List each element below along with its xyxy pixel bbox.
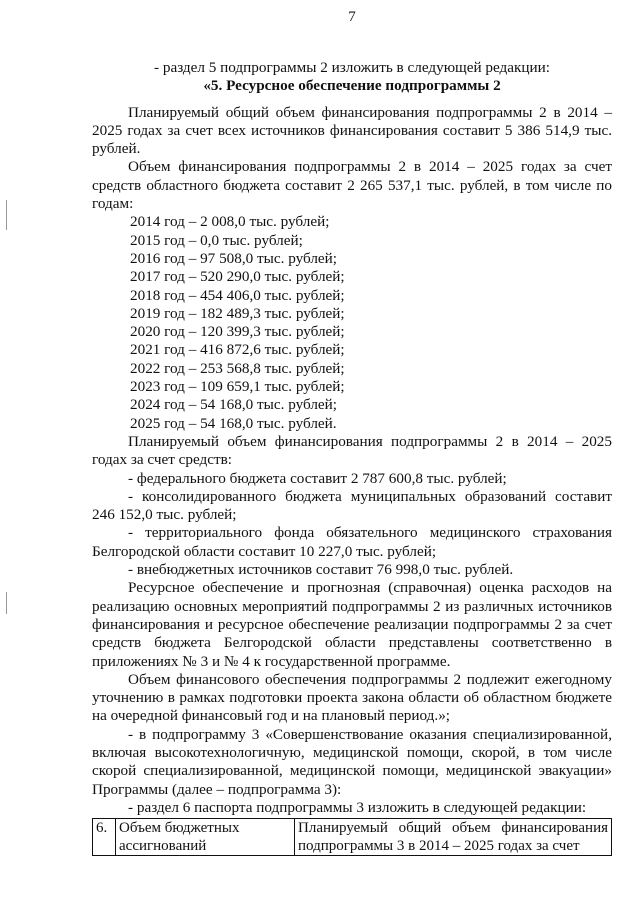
paragraph-section-6: - раздел 6 паспорта подпрограммы 3 изложить в следующей редакции: [128, 798, 587, 816]
table-cell-label: Объем бюджетных ассигнований [116, 819, 295, 856]
source-extrabudgetary: - внебюджетных источников составит 76 998,0 тыс. рублей. [128, 561, 514, 579]
paragraph-sources-intro: Планируемый объем финансирования подпрограммы 2 в 2014 – 2025 годах за счет средств: [92, 432, 612, 469]
passport-table [92, 818, 612, 856]
table-cell-value [295, 819, 612, 856]
paragraph-annual-update: Объем финансового обеспечения подпрограммы 2 подлежит ежегодному уточнению в рамках подготовки проекта закона области об областном бюджете на очередной финансовый год и на плановый период.»; [92, 670, 612, 725]
year-item: 2020 год – 120 399,3 тыс. рублей; [130, 323, 345, 341]
year-item: 2014 год – 2 008,0 тыс. рублей; [130, 213, 330, 231]
year-item: 2017 год – 520 290,0 тыс. рублей; [130, 268, 345, 286]
margin-mark-top [6, 200, 7, 230]
paragraph-total-financing: Планируемый общий объем финансирования подпрограммы 2 в 2014 – 2025 годах за счет всех источников финансирования составит 5 386 514,9 тыс. рублей. [92, 103, 612, 158]
page-number: 7 [348, 9, 356, 25]
year-item: 2019 год – 182 489,3 тыс. рублей; [130, 304, 345, 322]
table-cell-value-text: Планируемый общий объем финансирования подпрограммы 3 в 2014 – 2025 годах за счет [298, 820, 608, 855]
year-item: 2024 год – 54 168,0 тыс. рублей; [130, 396, 338, 414]
document-body [92, 59, 612, 856]
paragraph-appendices: Ресурсное обеспечение и прогнозная (справочная) оценка расходов на реализацию основных мероприятий подпрограммы 2 из различных источников финансирования и ресурсное обеспечение реализации подпрограммы 2 за счет средств бюджета Белгородской области представлены соответственно в приложениях № 3 и № 4 к государственной программе. [92, 579, 612, 670]
source-municipal: - консолидированного бюджета муниципальных образований составит 246 152,0 тыс. рублей; [92, 487, 612, 524]
table-cell-number: 6. [93, 819, 116, 856]
year-item: 2018 год – 454 406,0 тыс. рублей; [130, 286, 345, 304]
year-item: 2015 год – 0,0 тыс. рублей; [130, 231, 303, 249]
table-row [93, 819, 612, 856]
margin-mark-bottom [6, 592, 7, 614]
source-federal: - федерального бюджета составит 2 787 600,8 тыс. рублей; [128, 469, 507, 487]
year-item: 2023 год – 109 659,1 тыс. рублей; [130, 378, 345, 396]
year-item: 2022 год – 253 568,8 тыс. рублей; [130, 359, 345, 377]
paragraph-subprogram-3: - в подпрограмму 3 «Совершенствование оказания специализированной, включая высокотехнологичную, медицинской помощи, скорой, в том числе скорой специализированной, медицинской помощи, медицинской эвакуации» Программы (далее – подпрограмма 3): [92, 725, 612, 798]
source-insurance-fund: - территориального фонда обязательного медицинского страхования Белгородской области составит 10 227,0 тыс. рублей; [92, 524, 612, 560]
year-item: 2025 год – 54 168,0 тыс. рублей. [130, 414, 337, 432]
section-title: «5. Ресурсное обеспечение подпрограммы 2 [203, 77, 501, 95]
year-list [92, 213, 612, 433]
year-item: 2016 год – 97 508,0 тыс. рублей; [130, 249, 338, 267]
intro-line: - раздел 5 подпрограммы 2 изложить в следующей редакции: [154, 59, 550, 76]
year-item: 2021 год – 416 872,6 тыс. рублей; [130, 341, 345, 359]
paragraph-regional-budget: Объем финансирования подпрограммы 2 в 2014 – 2025 годах за счет средств областного бюджета составит 2 265 537,1 тыс. рублей, в том числе по годам: [92, 158, 612, 213]
